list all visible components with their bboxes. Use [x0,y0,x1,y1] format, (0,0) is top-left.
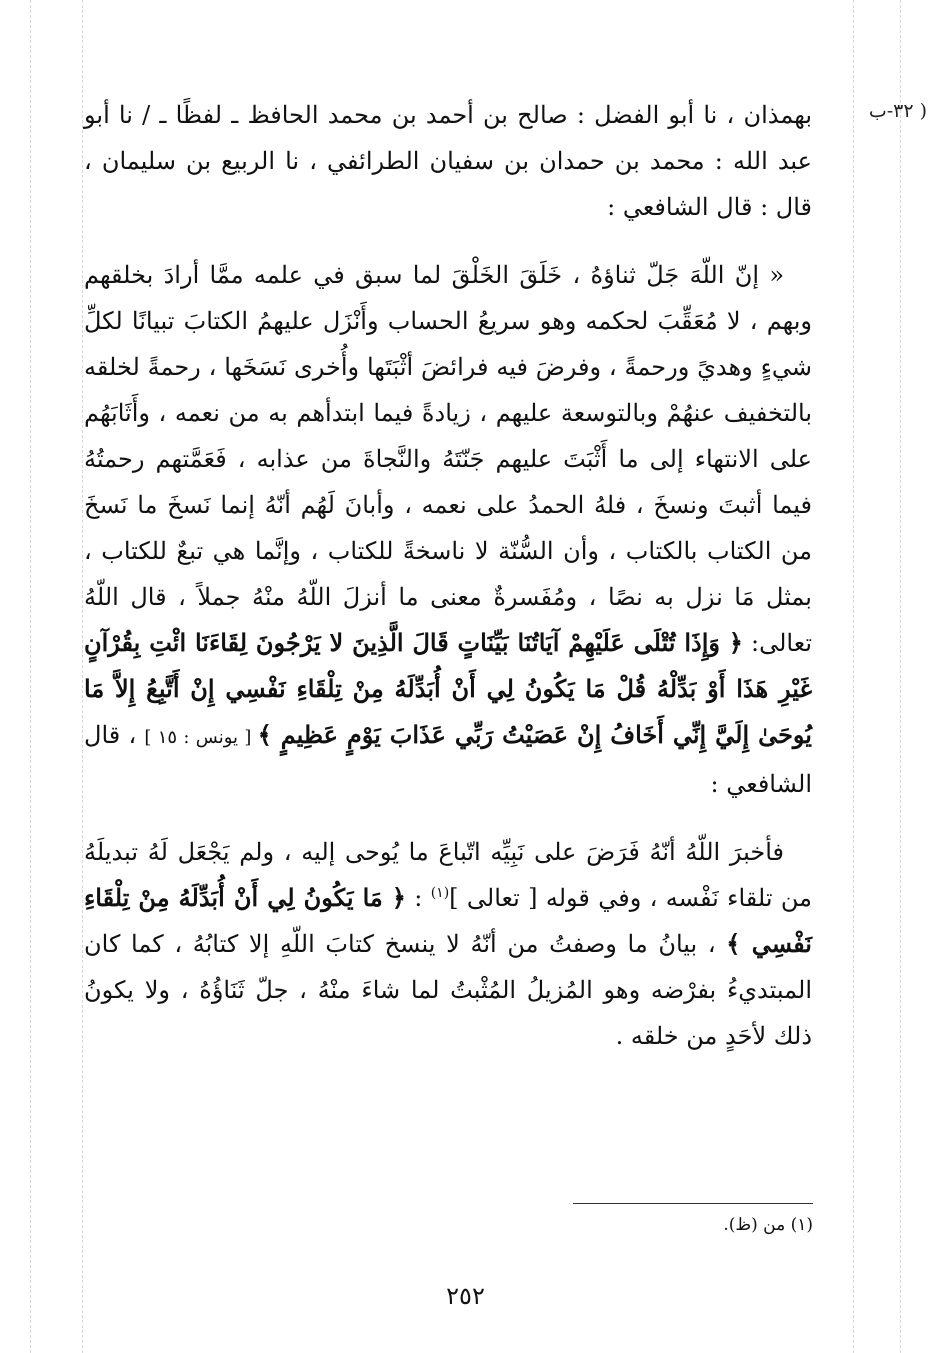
text-segment: ، بيانُ ما وصفتُ من أنّهُ لا ينسخ كتابَ اللّهِ إلا كتابُهُ ، كما كان المبتديءُ بفرْضه وهو المُزيلُ المُثْبتُ لما شاءَ منْهُ ، جلّ ثَنَاؤُهُ ، ولا يكونُ ذلك لأحَدٍ من خلقه . [84,930,812,1050]
scan-guide-line [853,0,854,1353]
main-text [84,92,812,1059]
scan-guide-line [82,0,83,1353]
quran-verse: ﴿ وَإِذَا تُتْلَى عَلَيْهِمْ آيَاتُنَا بَيِّنَاتٍ قَالَ الَّذِينَ لا يَرْجُونَ لِقَاءَنَا ائْتِ بِقُرْآنٍ غَيْرِ هَذَا أَوْ بَدِّلْهُ قُلْ مَا يَكُونُ لِي أَنْ أُبَدِّلَهُ مِنْ تِلْقَاءِ نَفْسِي إِنْ أَتَّبِعُ إِلاَّ مَا يُوحَىٰ إِلَيَّ إِنِّي أَخَافُ إِنْ عَصَيْتُ رَبِّي عَذَابَ يَوْمٍ عَظِيمٍ ﴾ [84,628,812,749]
footnote: (١) من (ظ). [723,1215,813,1235]
quran-verse: ﴿ مَا يَكُونُ لِي أَنْ أُبَدِّلَهُ مِنْ تِلْقَاءِ نَفْسِي ﴾ [84,883,812,958]
text-segment: : [405,884,431,912]
paragraph [84,829,812,1059]
scan-guide-line [30,0,31,1353]
text-segment: ، قال الشافعي : [84,721,812,798]
text-segment: فأخبرَ اللّهُ أنّهُ فَرَضَ على نَبِيِّه اتّباعَ ما يُوحى إليه ، ولم يَجْعَل لَهُ تبديلَهُ من تلقاء نَفْسه ، وفي قوله [ تعالى ] [84,838,813,912]
footnote-marker: (١) [430,885,450,901]
text-segment: بهمذان ، نا أبو الفضل : صالح بن أحمد بن محمد الحافظ ـ لفظًا ـ / نا أبو عبد الله : محمد بن حمدان بن سفيان الطرائفي ، نا الربيع بن سليمان ، قال : قال الشافعي : [84,101,812,221]
scan-guide-line [900,0,901,1353]
text-segment: « إنّ اللّهَ جَلّ ثناؤهُ ، خَلَقَ الخَلْقَ لما سبق في علمه ممَّا أرادَ بخلقهم وبهم ، لا مُعَقِّبَ لحكمه وهو سريعُ الحساب وأَنْزَل عليهمُ الكتابَ تبيانًا لكلِّ شيءٍ وهديً ورحمةً ، وفرضَ فيه فرائضَ أثْبَتَها وأُخرى نَسَخَها ، رحمةً لخلقه بالتخفيف عنهُمْ وبالتوسعة عليهم ، زيادةً فيما ابتدأهم به من نعمه ، وأَثَابَهُم على الانتهاء إلى ما أَثْبَتَ عليهم جَنّتَهُ والنَّجاةَ من عذابه ، فَعَمَّتهم رحمتُهُ فيما أثبتَ ونسخَ ، فلهُ الحمدُ على نعمه ، وأبانَ لَهُم أنّهُ إنما نَسخَ ما نَسخَ من الكتاب بالكتاب ، وأن السُّنّة لا ناسخةً للكتاب ، وإنَّما هي تبعٌ للكتاب ، بمثل مَا نزل به نصًا ، ومُفَسرةٌ معنى ما أنزلَ اللّهُ منْهُ جملاً ، قال اللّهُ تعالى: [84,261,812,657]
paragraph [84,92,812,230]
margin-folio-note: ( ٣٢-ب [868,100,927,122]
paragraph [84,252,812,807]
footnote-separator [573,1203,813,1204]
verse-reference: [ يونس : ١٥ ] [144,727,258,748]
page-number: ٢٥٢ [446,1282,485,1310]
